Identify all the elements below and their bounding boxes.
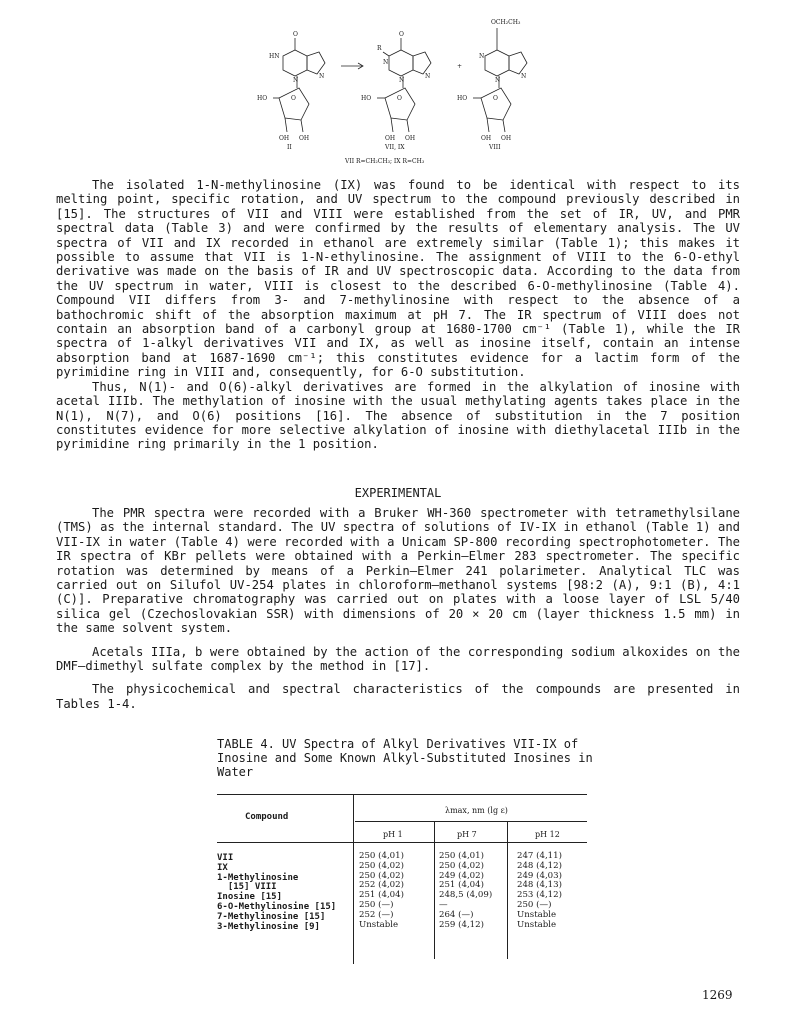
ph12-cell: Unstable xyxy=(517,919,557,930)
compound-row: 6-O-Methylinosine [15] xyxy=(217,901,337,912)
ph7-cell: 249 (4,02) xyxy=(439,870,484,881)
compound-row: 7-Methylinosine [15] xyxy=(217,911,326,922)
label-ho-3: HO xyxy=(457,95,468,102)
compound-row: [15] VIII xyxy=(217,882,277,893)
table-caption: TABLE 4. UV Spectra of Alkyl Derivatives VII-IX of Inosine and Some Known Alkyl-Substituted Inosines in Water xyxy=(217,737,593,780)
label-n-6: N xyxy=(479,53,485,60)
label-ring-o-3: O xyxy=(493,95,498,102)
label-n-4: N xyxy=(399,77,405,84)
ph1-cell: 250 (—) xyxy=(359,899,394,910)
label-n-5: N xyxy=(425,73,431,80)
label-oh-1b: OH xyxy=(299,135,310,142)
ph12-cell: 249 (4,03) xyxy=(517,870,562,881)
ph12-cell: 248 (4,13) xyxy=(517,880,562,891)
label-ho-1: HO xyxy=(257,95,268,102)
table-rule-header xyxy=(217,842,587,843)
ph12-cell: 250 (—) xyxy=(517,899,552,910)
compound-row: VII xyxy=(217,853,234,863)
compound-row: 3-Methylinosine [9] xyxy=(217,921,320,932)
label-compound-viii: VIII xyxy=(489,144,501,151)
label-och2ch3: OCH₂CH₃ xyxy=(491,19,521,26)
ph12-cell: 253 (4,12) xyxy=(517,890,562,901)
label-n-3: N xyxy=(383,59,389,66)
body-text-upper xyxy=(56,178,740,452)
page-number: 1269 xyxy=(702,988,733,1002)
reaction-scheme-drawing xyxy=(245,8,575,168)
table-rule-top xyxy=(217,794,587,795)
table-rule-mid xyxy=(355,821,587,822)
label-hn: HN xyxy=(269,53,280,60)
ph7-cell: 250 (4,01) xyxy=(439,851,484,861)
label-n-1: N xyxy=(293,77,299,84)
ph1-cell: 250 (4,02) xyxy=(359,860,404,871)
label-r: R xyxy=(377,45,382,52)
ph1-cell: 250 (4,01) xyxy=(359,851,404,861)
ph7-cell: 264 (—) xyxy=(439,909,474,920)
paragraph-2: Thus, N(1)- and O(6)-alkyl derivatives are formed in the alkylation of inosine with acetal IIIb. The methylation of inosine with the usual methylating agents takes place in the N(1), N(7), and O(6) positions [16]. The absence of substitution in the 7 position constitutes evidence for more selective alkylation of inosine with diethylacetal IIIb in the pyrimidine ring primarily in the 1 position. xyxy=(56,379,740,452)
label-n-7: N xyxy=(495,77,501,84)
table-vline-2 xyxy=(434,821,435,959)
label-compound-vii-ix: VII, IX xyxy=(385,144,405,151)
label-ring-o-2: O xyxy=(397,95,402,102)
ph7-cell: 248,5 (4,09) xyxy=(439,890,493,901)
label-o-2: O xyxy=(399,31,404,38)
ph12-cell: 248 (4,12) xyxy=(517,860,562,871)
ph7-cell: — xyxy=(439,899,448,910)
compound-row: IX xyxy=(217,862,228,873)
ph12-column xyxy=(517,852,562,930)
label-ring-o-1: O xyxy=(291,95,296,102)
section-heading: EXPERIMENTAL xyxy=(354,486,442,500)
header-ph1: pH 1 xyxy=(383,830,403,839)
ph1-cell: 251 (4,04) xyxy=(359,890,404,901)
paragraph-4: Acetals IIIa, b were obtained by the action of the corresponding sodium alkoxides on the DMF—dimethyl sulfate complex by the method in [17]. xyxy=(56,644,740,674)
scheme-legend: VII R=CH₂CH₃; IX R=CH₃ xyxy=(345,158,425,165)
table-vline-1 xyxy=(353,794,354,964)
ph7-cell: 251 (4,04) xyxy=(439,880,484,891)
ph12-cell: Unstable xyxy=(517,909,557,920)
ph7-column xyxy=(439,852,492,930)
label-oh-2a: OH xyxy=(385,135,396,142)
table-vline-3 xyxy=(507,821,508,959)
label-oh-3a: OH xyxy=(481,135,492,142)
paragraph-5: The physicochemical and spectral characteristics of the compounds are presented in Tables 1-4. xyxy=(56,682,740,711)
compound-column xyxy=(217,854,347,932)
label-plus: + xyxy=(457,63,463,70)
label-o-1: O xyxy=(293,31,298,38)
table-4 xyxy=(217,794,587,969)
header-compound: Compound xyxy=(245,812,289,822)
ph12-cell: 247 (4,11) xyxy=(517,851,562,861)
paragraph-3: The PMR spectra were recorded with a Bruker WH-360 spectrometer with tetramethylsilane (TMS) as the internal standard. The UV spectra of solutions of IV-IX in ethanol (Table 1) and VII-IX in water (Table 4) were recorded with a Unicam SP-800 recording spectrophotometer. The IR spectra of KBr pellets were obtained with a Perkin—Elmer 283 spectrometer. The specific rotation was determined by means of a Perkin—Elmer 241 polarimeter. Analytical TLC was carried out on Silufol UV-254 plates in chloroform—methanol systems [98:2 (A), 9:1 (B), 4:1 (C)]. Preparative chromatography was carried out on plates with a loose layer of LSL 5/40 silica gel (Czechoslovakian SSR) with dimensions of 20 × 20 cm (layer thickness 1.5 mm) in the same solvent system. xyxy=(56,506,740,636)
ph1-cell: 252 (4,02) xyxy=(359,880,404,891)
ph1-cell: 250 (4,02) xyxy=(359,870,404,881)
label-n-2: N xyxy=(319,73,325,80)
ph7-cell: 250 (4,02) xyxy=(439,860,484,871)
header-lambda: λmax, nm (lg ε) xyxy=(445,806,508,815)
label-ho-2: HO xyxy=(361,95,372,102)
ph7-cell: 259 (4,12) xyxy=(439,919,484,930)
label-n-8: N xyxy=(521,73,527,80)
header-ph12: pH 12 xyxy=(535,830,560,839)
reaction-scheme xyxy=(245,8,575,168)
label-compound-ii: II xyxy=(287,144,292,151)
ph1-cell: 252 (—) xyxy=(359,909,394,920)
paragraph-1: The isolated 1-N-methylinosine (IX) was found to be identical with respect to its melting point, specific rotation, and UV spectrum to the compound previously described in [15]. The structures of VII and VIII were established from the set of IR, UV, and PMR spectral data (Table 3) and were confirmed by the results of elementary analysis. The UV spectra of VII and IX recorded in ethanol are extremely similar (Table 1); this makes it possible to assume that VII is 1-N-ethylinosine. The assignment of VIII to the 6-O-ethyl derivative was made on the basis of IR and UV spectroscopic data. According to the data from the UV spectrum in water, VIII is closest to the described 6-O-methylinosine (Table 4). Compound VII differs from 3- and 7-methylinosine with respect to the absence of a bathochromic shift of the absorption maximum at pH 7. The IR spectrum of VIII does not contain an absorption band of a carbonyl group at 1680-1700 cm⁻¹ (Table 1), while the IR spectra of 1-alkyl derivatives VII and IX, as well as inosine itself, contain an intense absorption band at 1687-1690 cm⁻¹; this constitutes evidence for a lactim form of the pyrimidine ring in VIII and, consequently, for 6-O substitution. xyxy=(56,178,740,380)
ph1-cell: Unstable xyxy=(359,919,399,930)
label-oh-2b: OH xyxy=(405,135,416,142)
ph1-column xyxy=(359,852,404,930)
compound-row: 1-Methylinosine xyxy=(217,872,299,883)
label-oh-1a: OH xyxy=(279,135,290,142)
header-ph7: pH 7 xyxy=(457,830,477,839)
label-oh-3b: OH xyxy=(501,135,512,142)
body-text-lower xyxy=(56,506,740,711)
compound-row: Inosine [15] xyxy=(217,892,283,903)
